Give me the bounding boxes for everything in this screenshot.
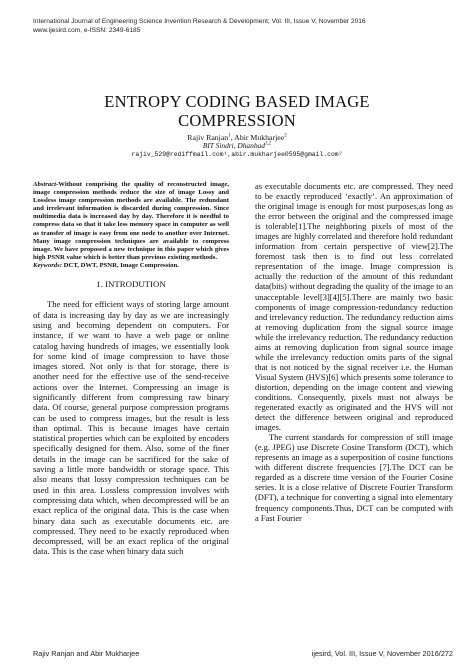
- author-1-mark: 1: [228, 133, 231, 139]
- page-footer: [33, 649, 453, 658]
- journal-header: [33, 18, 453, 36]
- journal-citation: International Journal of Engineering Science Invention Research & Development; Vol. III, Issue V, November 2016: [33, 18, 366, 25]
- right-column: [255, 181, 453, 523]
- body-paragraph-continued: as executable documents etc. are compressed. They need to be exactly reproduced ‘exactly’. An approximation of the original image is enough for most purposes,as long as the error between the original and the compressed image is tolerable[1].The neighboring pixels of most of the images are highly correlated and therefore hold redundant information from certain perspective of view[2].The foremost task then is to find out less correlated representation of the image. Image compression is actually the reduction of the amount of this redundant data(bits) without degrading the quality of the image to an unacceptable level[3][4][5].There are mainly two basic components of image compression-redundancy reduction and irrelevancy reduction. The redundancy reduction aims at removing duplication from the signal source image while the irrelevancy reduction. The redundancy reduction aims at removing duplication from signal source image while the irrelevancy reduction omits parts of the signal that is not noticed by the signal receiver i.e. the Human Visual System (HVS)[6] which presents some tolerance to distortion, depending on the image content and viewing conditions. Consequently, pixels must not always be regenerated exactly as originated and the HVS will not detect the difference between original and reproduced images.: [255, 181, 453, 433]
- title-block: [0, 92, 474, 159]
- section-heading-introduction: 1. INTRODUTION: [96, 279, 166, 290]
- footer-citation-page: ijesird, Vol. III, Issue V, November 2016/272: [311, 649, 453, 658]
- paper-title: ENTROPY CODING BASED IMAGE COMPRESSION: [104, 92, 370, 130]
- author-1: Rajiv Ranjan: [187, 133, 229, 142]
- affiliation-text: BIT Sindri, Dhanbad: [202, 141, 265, 150]
- left-column: [33, 181, 229, 557]
- footer-authors: Rajiv Ranjan and Abir Mukharjee: [33, 649, 140, 658]
- author-2: , Abir Mukharjee: [230, 133, 285, 142]
- keywords: [33, 262, 229, 270]
- abstract-label: Abstract-: [33, 181, 59, 188]
- author-emails: rajiv_529@rediffmail.com¹,abir.mukharjee0595@gmail.com²: [131, 150, 343, 158]
- keywords-label: Keywords:: [33, 261, 62, 269]
- affiliation: [0, 142, 474, 151]
- keywords-text: DCT, DWT, PSNR, Image Compression.: [61, 261, 179, 269]
- abstract-text: Without comprising the quality of reconstructed image, image compression methods reduce the size of image Lossy and Lossless image compression methods are available. The redundant and irrelevant information is discarded during compression. Since multimedia data is increased day by day. Therefore it is needful to compress data so that it take less memory space in computer as well as transfer of image is easy from one node to another over Internet. Many image compression techniques are available to compress image. We have proposed a new technique in this paper which gives high PSNR value which is better than previous existing methods.: [33, 181, 229, 261]
- affiliation-mark: 1,2: [264, 141, 272, 147]
- body-paragraph-standards: The current standards for compression of still image (e.g. JPEG) use Discrete Cosine Transform (DCT), which represents an image as a superposition of cosine functions with different discrete frequencies [7].The DCT can be regarded as a discrete time version of the Fourier Cosine series. It is a close relative of Discrete Fourier Transform (DFT), a technique for converting a signal into elementary frequency components.Thus, DCT can be computed with a Fast Fourier: [255, 432, 453, 523]
- abstract: [33, 181, 229, 262]
- author-2-mark: 2: [284, 133, 287, 139]
- introduction-paragraph: The need for efficient ways of storing large amount of data is increasing day by day as we are increasingly using and becoming dependent on computers. For instance, if we want to have a web page or online catalog having hundreds of images, we essentially look for some kind of image compression to have those images stored. Not only is that for storage, there is another need for the effective use of the send-receive actions over the Internet. Compressing an image is significantly different from compressing raw binary data. Of course, general purpose compression programs can be used to compress images, but the result is less than optimal. This is because images have certain statistical properties which can be exploited by encoders specifically designed for them. Also, some of the finer details in the image can be sacrificed for the sake of saving a little more bandwidth or storage space. This also means that lossy compression techniques can be used in this area. Lossless compression involves with compressing data which, when decompressed will be an exact replica of the original data. This is the case when binary data such as executable documents etc. are compressed. They need to be exactly reproduced when decompressed, will be an exact replica of the original data. This is the case when binary data such: [33, 299, 229, 557]
- journal-website-issn: www.ijesird.com, e-ISSN: 2349-6185: [33, 26, 141, 34]
